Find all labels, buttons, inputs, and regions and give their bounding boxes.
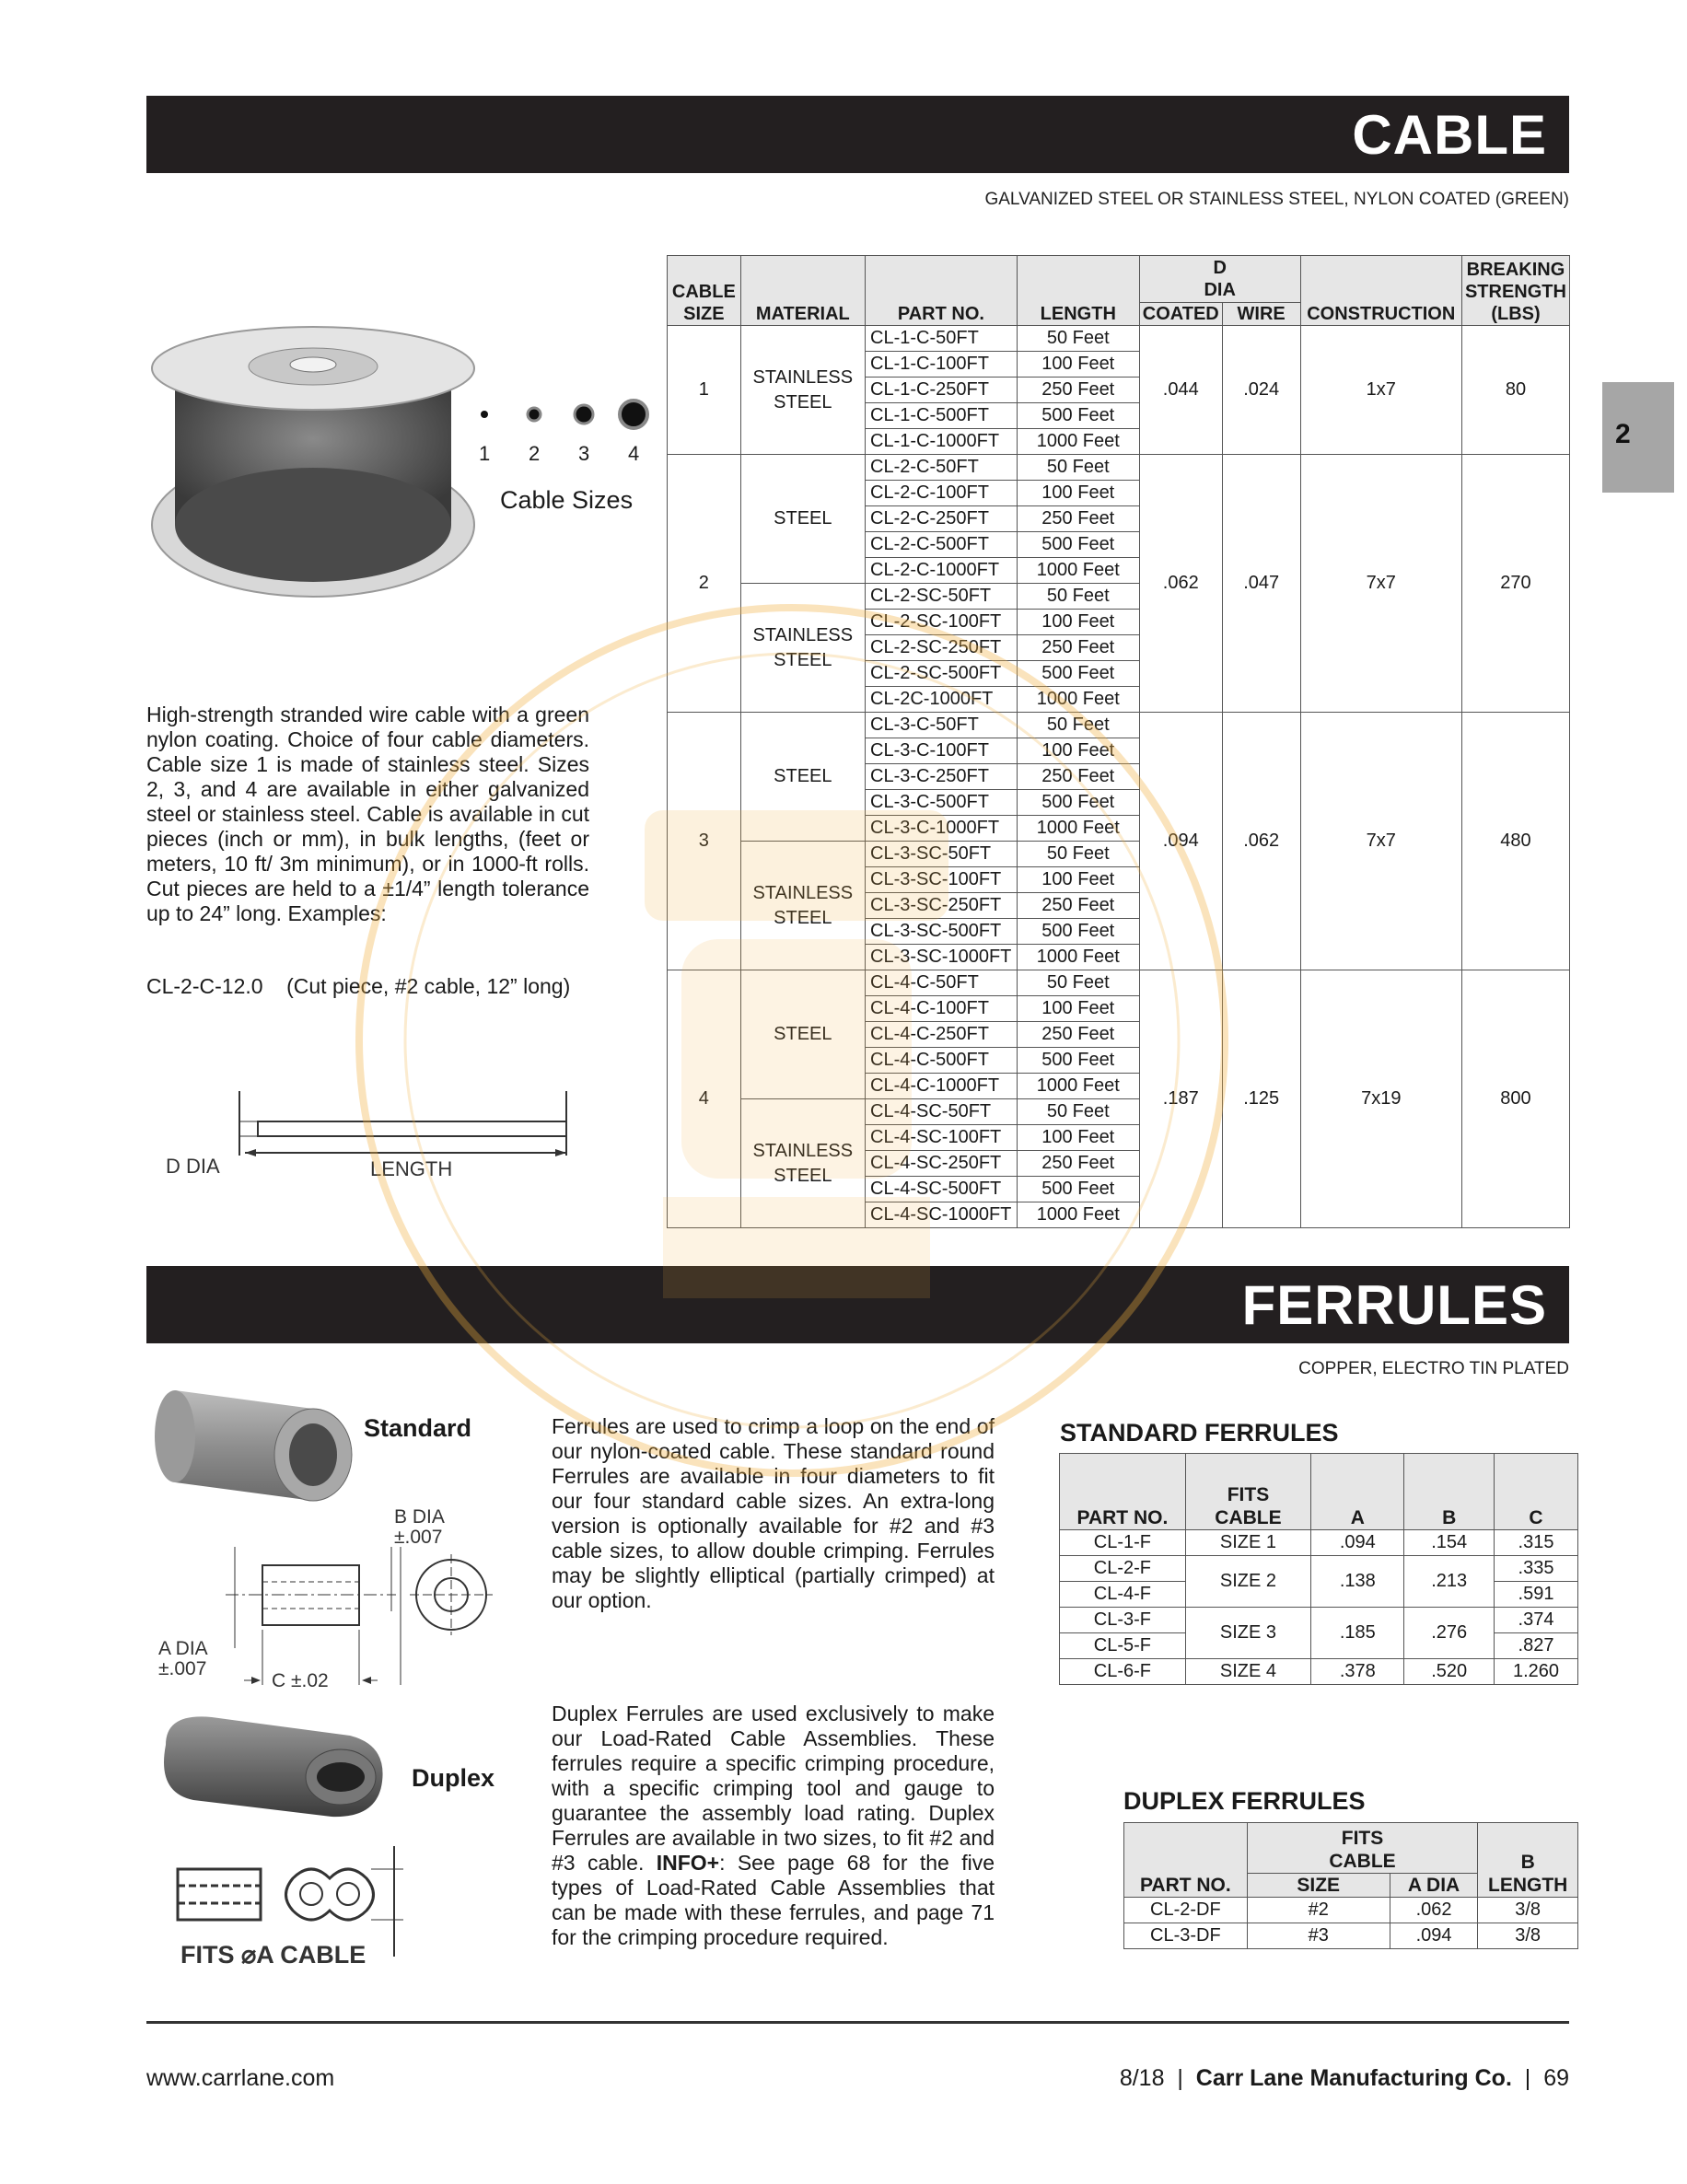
std-part: CL-6-F bbox=[1060, 1659, 1186, 1685]
dup-a-dia: .062 bbox=[1390, 1898, 1478, 1923]
footer-company: Carr Lane Manufacturing Co. bbox=[1195, 2065, 1512, 2091]
length-label: LENGTH bbox=[366, 1157, 456, 1181]
dup-header-b-length bbox=[1478, 1823, 1578, 1898]
material-cell: STAINLESS STEEL bbox=[740, 326, 865, 455]
duplex-label: Duplex bbox=[412, 1764, 495, 1792]
std-fits: SIZE 3 bbox=[1185, 1608, 1310, 1659]
std-header-cable: CABLE bbox=[1215, 1507, 1282, 1528]
length-cell: 500 Feet bbox=[1017, 1048, 1139, 1074]
header-length: LENGTH bbox=[1017, 256, 1139, 326]
wire-dia-cell: .125 bbox=[1222, 970, 1300, 1228]
wire-dia-cell: .024 bbox=[1222, 326, 1300, 455]
wire-dia-cell: .062 bbox=[1222, 713, 1300, 970]
header-d-dia bbox=[1139, 256, 1300, 303]
length-cell: 50 Feet bbox=[1017, 842, 1139, 867]
part-number-cell: CL-4-SC-100FT bbox=[866, 1125, 1018, 1151]
std-c: .374 bbox=[1494, 1608, 1577, 1633]
cable-spool-image bbox=[138, 313, 506, 608]
breaking-strength-cell: 270 bbox=[1461, 455, 1569, 713]
std-a: .094 bbox=[1311, 1530, 1404, 1556]
header-cable-size: CABLE SIZE bbox=[668, 256, 741, 326]
cable-size-cell: 4 bbox=[668, 970, 741, 1228]
standard-ferrules-text: Ferrules are used to crimp a loop on the end of our nylon-coated cable. These standard round Ferrules are available in four diameters to fit our four standard cable sizes. An extra-long version is optionally available for #2 and #3 cable sizes, to allow double crimping. Ferrules may be slightly elliptical (partially crimped) at our option. bbox=[552, 1414, 995, 1612]
a-dia-label bbox=[158, 1639, 208, 1679]
length-cell: 500 Feet bbox=[1017, 403, 1139, 429]
part-number-cell: CL-2-SC-50FT bbox=[866, 584, 1018, 610]
cable-title-band bbox=[146, 96, 1569, 173]
dup-header-fits: FITS bbox=[1341, 1828, 1384, 1849]
part-number-cell: CL-4-SC-500FT bbox=[866, 1177, 1018, 1202]
part-number-cell: CL-3-SC-250FT bbox=[866, 893, 1018, 919]
footer-divider bbox=[146, 2021, 1569, 2024]
cable-example: CL-2-C-12.0 (Cut piece, #2 cable, 12” long) bbox=[146, 974, 571, 998]
std-header-fits: FITS bbox=[1227, 1484, 1270, 1505]
std-fits: SIZE 4 bbox=[1185, 1659, 1310, 1685]
b-dia-label bbox=[394, 1507, 445, 1548]
length-cell: 100 Feet bbox=[1017, 610, 1139, 635]
standard-ferrule-image bbox=[147, 1372, 359, 1519]
length-cell: 1000 Feet bbox=[1017, 558, 1139, 584]
std-fits: SIZE 2 bbox=[1185, 1556, 1310, 1608]
footer-website[interactable]: www.carrlane.com bbox=[146, 2065, 335, 2091]
length-cell: 250 Feet bbox=[1017, 506, 1139, 532]
part-number-cell: CL-3-SC-1000FT bbox=[866, 945, 1018, 970]
std-fits: SIZE 1 bbox=[1185, 1530, 1310, 1556]
std-header-a: A bbox=[1311, 1454, 1404, 1530]
std-b: .154 bbox=[1404, 1530, 1494, 1556]
cable-description: High-strength stranded wire cable with a green nylon coating. Choice of four cable diameters. Cable size 1 is made of stainless steel. Sizes 2, 3, and 4 are available in either galvanized steel or stainless steel. Cable is available in cut pieces (inch or mm), in bulk lengths, (feet or meters, 10 ft/ 3m minimum), or in 1000-ft rolls. Cut pieces are held to a ±1/4” length tolerance up to 24” long. Examples: bbox=[146, 703, 589, 925]
d-dia-label: D DIA bbox=[166, 1155, 220, 1178]
size-number-2: 2 bbox=[529, 442, 541, 465]
length-cell: 500 Feet bbox=[1017, 790, 1139, 816]
ferrules-subtitle: COPPER, ELECTRO TIN PLATED bbox=[1298, 1359, 1569, 1378]
dup-part: CL-3-DF bbox=[1124, 1923, 1248, 1949]
part-number-cell: CL-2-SC-250FT bbox=[866, 635, 1018, 661]
part-number-cell: CL-2-C-50FT bbox=[866, 455, 1018, 481]
dup-part: CL-2-DF bbox=[1124, 1898, 1248, 1923]
duplex-ferrules-text bbox=[552, 1702, 995, 1950]
footer-separator: | bbox=[1518, 2065, 1544, 2091]
coated-dia-cell: .062 bbox=[1139, 455, 1222, 713]
dup-header-b: B bbox=[1520, 1852, 1535, 1873]
a-dia-tolerance: ±.007 bbox=[158, 1658, 207, 1679]
length-cell: 500 Feet bbox=[1017, 532, 1139, 558]
table-row bbox=[1124, 1923, 1578, 1949]
std-header-part-no: PART NO. bbox=[1060, 1454, 1186, 1530]
length-cell: 100 Feet bbox=[1017, 1125, 1139, 1151]
length-cell: 1000 Feet bbox=[1017, 429, 1139, 455]
std-part: CL-4-F bbox=[1060, 1582, 1186, 1608]
part-number-cell: CL-4-C-100FT bbox=[866, 996, 1018, 1022]
table-row bbox=[1060, 1608, 1578, 1633]
footer-page-number: 69 bbox=[1543, 2065, 1569, 2091]
part-number-cell: CL-3-C-100FT bbox=[866, 738, 1018, 764]
length-cell: 50 Feet bbox=[1017, 455, 1139, 481]
length-cell: 1000 Feet bbox=[1017, 1074, 1139, 1099]
coated-dia-cell: .094 bbox=[1139, 713, 1222, 970]
coated-dia-cell: .044 bbox=[1139, 326, 1222, 455]
length-cell: 50 Feet bbox=[1017, 970, 1139, 996]
material-cell: STEEL bbox=[740, 970, 865, 1099]
breaking-strength-cell: 480 bbox=[1461, 713, 1569, 970]
length-cell: 100 Feet bbox=[1017, 738, 1139, 764]
a-dia-text: A DIA bbox=[158, 1638, 208, 1659]
length-cell: 100 Feet bbox=[1017, 867, 1139, 893]
coated-dia-cell: .187 bbox=[1139, 970, 1222, 1228]
table-row bbox=[1060, 1530, 1578, 1556]
part-number-cell: CL-2-C-250FT bbox=[866, 506, 1018, 532]
part-number-cell: CL-4-C-1000FT bbox=[866, 1074, 1018, 1099]
dup-size: #2 bbox=[1247, 1898, 1390, 1923]
std-b: .276 bbox=[1404, 1608, 1494, 1659]
part-number-cell: CL-1-C-1000FT bbox=[866, 429, 1018, 455]
dup-length: 3/8 bbox=[1478, 1898, 1578, 1923]
dup-size: #3 bbox=[1247, 1923, 1390, 1949]
table-row bbox=[668, 455, 1570, 481]
footer-date: 8/18 bbox=[1119, 2065, 1165, 2091]
length-cell: 100 Feet bbox=[1017, 996, 1139, 1022]
fits-a-cable-label: FITS ⌀A CABLE bbox=[180, 1941, 366, 1969]
length-cell: 250 Feet bbox=[1017, 635, 1139, 661]
length-cell: 50 Feet bbox=[1017, 326, 1139, 352]
cable-size-cell: 1 bbox=[668, 326, 741, 455]
construction-cell: 7x19 bbox=[1300, 970, 1461, 1228]
std-header-b: B bbox=[1404, 1454, 1494, 1530]
part-number-cell: CL-1-C-50FT bbox=[866, 326, 1018, 352]
length-cell: 1000 Feet bbox=[1017, 816, 1139, 842]
size-number-3: 3 bbox=[578, 442, 590, 465]
duplex-ferrule-image bbox=[147, 1708, 396, 1828]
part-number-cell: CL-3-SC-500FT bbox=[866, 919, 1018, 945]
part-number-cell: CL-2-SC-100FT bbox=[866, 610, 1018, 635]
part-number-cell: CL-4-SC-1000FT bbox=[866, 1202, 1018, 1228]
table-row bbox=[1060, 1556, 1578, 1582]
part-number-cell: CL-2-C-500FT bbox=[866, 532, 1018, 558]
std-c: .315 bbox=[1494, 1530, 1577, 1556]
dup-header-a-dia: A DIA bbox=[1390, 1874, 1478, 1898]
std-a: .138 bbox=[1311, 1556, 1404, 1608]
header-coated: COATED bbox=[1139, 303, 1222, 326]
dup-length: 3/8 bbox=[1478, 1923, 1578, 1949]
length-cell: 500 Feet bbox=[1017, 1177, 1139, 1202]
material-cell: STEEL bbox=[740, 455, 865, 584]
table-row bbox=[1060, 1659, 1578, 1685]
length-cell: 250 Feet bbox=[1017, 764, 1139, 790]
std-header-fits-cable bbox=[1185, 1454, 1310, 1530]
part-number-cell: CL-4-C-250FT bbox=[866, 1022, 1018, 1048]
header-material: MATERIAL bbox=[740, 256, 865, 326]
part-number-cell: CL-2-C-1000FT bbox=[866, 558, 1018, 584]
dup-header-fits-cable bbox=[1247, 1823, 1478, 1874]
size-number-4: 4 bbox=[628, 442, 640, 465]
duplex-text-a: Duplex Ferrules are used exclusively to make our Load-Rated Cable Assemblies. These ferrules require a specific crimping procedure, with a specific crimping tool and gauge to guarantee the assembly load rating. Duplex Ferrules are available in two sizes, to fit #2 and #3 cable. bbox=[552, 1702, 995, 1875]
header-breaking-strength: BREAKING STRENGTH (LBS) bbox=[1461, 256, 1569, 326]
part-number-cell: CL-3-C-1000FT bbox=[866, 816, 1018, 842]
section-tab-number: 2 bbox=[1615, 419, 1631, 449]
c-label: C ±.02 bbox=[272, 1670, 329, 1691]
part-number-cell: CL-3-SC-50FT bbox=[866, 842, 1018, 867]
cable-sizes-diagram bbox=[470, 396, 654, 433]
breaking-strength-cell: 800 bbox=[1461, 970, 1569, 1228]
length-cell: 50 Feet bbox=[1017, 713, 1139, 738]
dup-header-cable: CABLE bbox=[1329, 1851, 1396, 1872]
part-number-cell: CL-4-SC-250FT bbox=[866, 1151, 1018, 1177]
duplex-ferrules-title: DUPLEX FERRULES bbox=[1123, 1787, 1366, 1815]
info-plus: INFO+ bbox=[656, 1851, 720, 1875]
table-row bbox=[668, 326, 1570, 352]
std-part: CL-5-F bbox=[1060, 1633, 1186, 1659]
part-number-cell: CL-4-SC-50FT bbox=[866, 1099, 1018, 1125]
std-c: .591 bbox=[1494, 1582, 1577, 1608]
cable-table-body bbox=[668, 326, 1570, 1228]
std-part: CL-1-F bbox=[1060, 1530, 1186, 1556]
construction-cell: 1x7 bbox=[1300, 326, 1461, 455]
construction-cell: 7x7 bbox=[1300, 455, 1461, 713]
size-number-1: 1 bbox=[479, 442, 491, 465]
std-part: CL-3-F bbox=[1060, 1608, 1186, 1633]
cable-table bbox=[667, 255, 1570, 1228]
b-dia-tolerance: ±.007 bbox=[394, 1527, 443, 1548]
table-row bbox=[668, 713, 1570, 738]
std-part: CL-2-F bbox=[1060, 1556, 1186, 1582]
length-cell: 100 Feet bbox=[1017, 481, 1139, 506]
part-number-cell: CL-3-C-50FT bbox=[866, 713, 1018, 738]
header-dia: DIA bbox=[1204, 280, 1236, 300]
standard-label: Standard bbox=[364, 1414, 472, 1442]
length-cell: 250 Feet bbox=[1017, 1022, 1139, 1048]
part-number-cell: CL-1-C-100FT bbox=[866, 352, 1018, 378]
material-cell: STAINLESS STEEL bbox=[740, 1099, 865, 1228]
part-number-cell: CL-3-C-500FT bbox=[866, 790, 1018, 816]
header-construction: CONSTRUCTION bbox=[1300, 256, 1461, 326]
part-number-cell: CL-4-C-50FT bbox=[866, 970, 1018, 996]
footer-right bbox=[1120, 2065, 1569, 2092]
length-cell: 50 Feet bbox=[1017, 1099, 1139, 1125]
cable-subtitle: GALVANIZED STEEL OR STAINLESS STEEL, NYLON COATED (GREEN) bbox=[984, 190, 1569, 209]
std-a: .378 bbox=[1311, 1659, 1404, 1685]
cable-size-cell: 2 bbox=[668, 455, 741, 713]
breaking-strength-cell: 80 bbox=[1461, 326, 1569, 455]
dup-header-part-no: PART NO. bbox=[1124, 1823, 1248, 1898]
material-cell: STAINLESS STEEL bbox=[740, 842, 865, 970]
std-c: .335 bbox=[1494, 1556, 1577, 1582]
dup-header-length: LENGTH bbox=[1488, 1875, 1568, 1896]
length-cell: 50 Feet bbox=[1017, 584, 1139, 610]
length-cell: 1000 Feet bbox=[1017, 687, 1139, 713]
duplex-text-b: : See page 68 for the five types of Load-Rated Cable Assemblies that can be made with these ferrules, and page 71 for the crimping procedure required. bbox=[552, 1851, 995, 1949]
header-part-no: PART NO. bbox=[866, 256, 1018, 326]
material-cell: STAINLESS STEEL bbox=[740, 584, 865, 713]
standard-ferrules-title: STANDARD FERRULES bbox=[1060, 1419, 1339, 1446]
part-number-cell: CL-2-SC-500FT bbox=[866, 661, 1018, 687]
std-b: .520 bbox=[1404, 1659, 1494, 1685]
footer-separator: | bbox=[1170, 2065, 1196, 2091]
part-number-cell: CL-1-C-250FT bbox=[866, 378, 1018, 403]
length-cell: 500 Feet bbox=[1017, 919, 1139, 945]
std-b: .213 bbox=[1404, 1556, 1494, 1608]
part-number-cell: CL-2C-1000FT bbox=[866, 687, 1018, 713]
table-row bbox=[668, 970, 1570, 996]
length-cell: 1000 Feet bbox=[1017, 1202, 1139, 1228]
part-number-cell: CL-3-C-250FT bbox=[866, 764, 1018, 790]
ferrules-title: FERRULES bbox=[1241, 1274, 1547, 1336]
dup-a-dia: .094 bbox=[1390, 1923, 1478, 1949]
part-number-cell: CL-3-SC-100FT bbox=[866, 867, 1018, 893]
part-number-cell: CL-2-C-100FT bbox=[866, 481, 1018, 506]
header-d: D bbox=[1213, 258, 1227, 278]
length-cell: 250 Feet bbox=[1017, 378, 1139, 403]
cable-sizes-caption: Cable Sizes bbox=[500, 486, 634, 514]
b-dia-text: B DIA bbox=[394, 1506, 445, 1528]
std-c: 1.260 bbox=[1494, 1659, 1577, 1685]
ferrules-title-band bbox=[146, 1266, 1569, 1343]
header-wire: WIRE bbox=[1222, 303, 1300, 326]
std-c: .827 bbox=[1494, 1633, 1577, 1659]
length-cell: 1000 Feet bbox=[1017, 945, 1139, 970]
standard-ferrule-drawing bbox=[152, 1510, 548, 1699]
length-cell: 250 Feet bbox=[1017, 893, 1139, 919]
section-tab bbox=[1602, 382, 1674, 493]
construction-cell: 7x7 bbox=[1300, 713, 1461, 970]
length-cell: 500 Feet bbox=[1017, 661, 1139, 687]
duplex-ferrules-table bbox=[1123, 1822, 1578, 1949]
dup-header-size: SIZE bbox=[1247, 1874, 1390, 1898]
length-cell: 100 Feet bbox=[1017, 352, 1139, 378]
wire-dia-cell: .047 bbox=[1222, 455, 1300, 713]
length-cell: 250 Feet bbox=[1017, 1151, 1139, 1177]
part-number-cell: CL-1-C-500FT bbox=[866, 403, 1018, 429]
std-header-c: C bbox=[1494, 1454, 1577, 1530]
table-row bbox=[1124, 1898, 1578, 1923]
cable-title: CABLE bbox=[1352, 104, 1547, 166]
standard-ferrules-table bbox=[1059, 1453, 1578, 1685]
material-cell: STEEL bbox=[740, 713, 865, 842]
cable-size-cell: 3 bbox=[668, 713, 741, 970]
part-number-cell: CL-4-C-500FT bbox=[866, 1048, 1018, 1074]
std-a: .185 bbox=[1311, 1608, 1404, 1659]
